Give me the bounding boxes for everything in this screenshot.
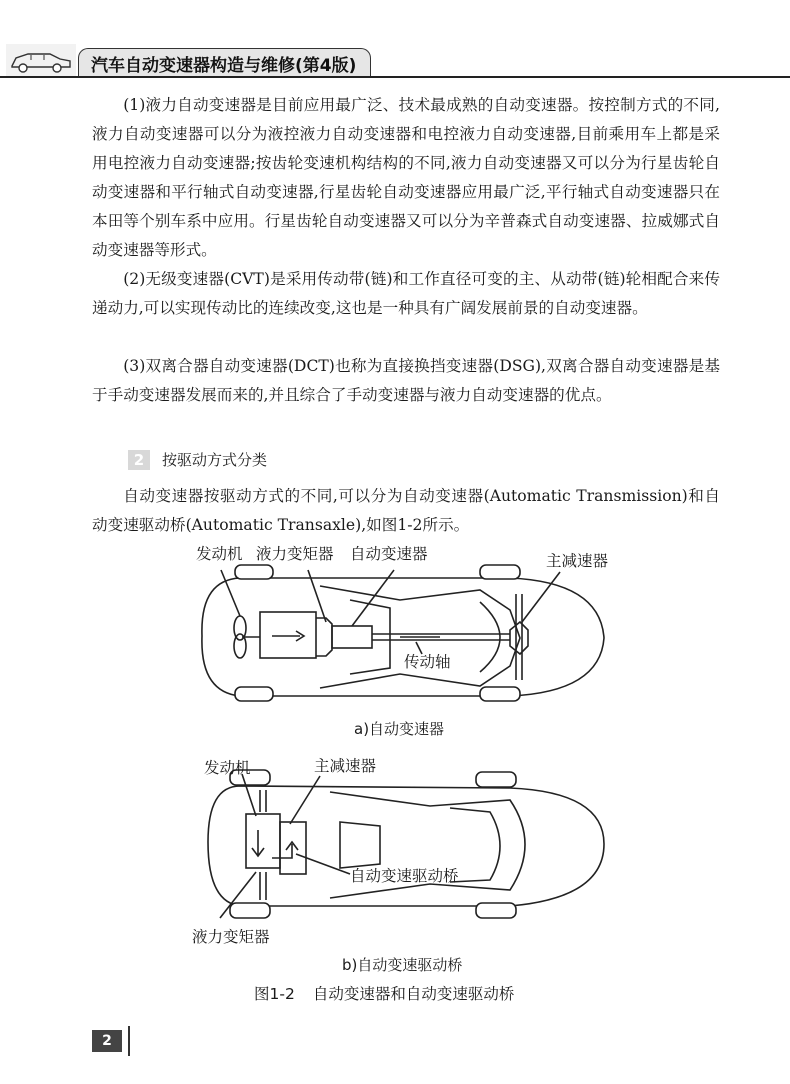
car-b-engine bbox=[246, 814, 280, 868]
car-a-wheel-rl bbox=[480, 565, 520, 579]
book-title: 汽车自动变速器构造与维修(第4版) bbox=[78, 48, 371, 77]
section-title: 按驱动方式分类 bbox=[162, 451, 268, 469]
label-b-engine: 发动机 bbox=[204, 759, 251, 777]
figure-number: 图1-2 bbox=[254, 985, 295, 1003]
section-number: 2 bbox=[128, 450, 150, 470]
label-a-transmission: 自动变速器 bbox=[350, 545, 428, 563]
paragraph-intro: 自动变速器按驱动方式的不同,可以分为自动变速器(Automatic Transmission)和自动变速驱动桥(Automatic Transaxle),如图1-2所示。 bbox=[92, 487, 720, 534]
paragraph-hydraulic: (1)液力自动变速器是目前应用最广泛、技术最成熟的自动变速器。按控制方式的不同,液力自动变速器可以分为液控液力自动变速器和电控液力自动变速器,目前乘用车上都是采用电控液力自动变速器;按齿轮变速机构结构的不同,液力自动变速器又可以分为行星齿轮自动变速器和平行轴式自动变速器,行星齿轮自动变速器应用最广泛,平行轴式自动变速器只在本田等个别车系中应用。行星齿轮自动变速器又可以分为辛普森式自动变速器、拉威娜式自动变速器等形式。 bbox=[92, 96, 720, 259]
car-a-engine bbox=[260, 612, 316, 658]
car-b-wheel-fr bbox=[230, 903, 270, 918]
label-b-transaxle: 自动变速驱动桥 bbox=[350, 867, 459, 885]
page-number: 2 bbox=[92, 1030, 122, 1052]
car-a-wheel-fr bbox=[235, 687, 273, 701]
label-a-engine: 发动机 bbox=[196, 545, 243, 563]
paragraph-dct: (3)双离合器自动变速器(DCT)也称为直接换挡变速器(DSG),双离合器自动变速器是基于手动变速器发展而来的,并且综合了手动变速器与液力自动变速器的优点。 bbox=[92, 357, 720, 404]
label-a-final-drive: 主减速器 bbox=[546, 552, 609, 570]
figure-caption-text: 自动变速器和自动变速驱动桥 bbox=[312, 985, 515, 1003]
label-b-final-drive: 主减速器 bbox=[314, 757, 377, 775]
figure-caption bbox=[254, 982, 514, 1004]
car-a-wheel-fl bbox=[235, 565, 273, 579]
paragraph-cvt: (2)无级变速器(CVT)是采用传动带(链)和工作直径可变的主、从动带(链)轮相配合来传递动力,可以实现传动比的连续改变,这也是一种具有广阔发展前景的自动变速器。 bbox=[92, 270, 720, 317]
car-a-wheel-rr bbox=[480, 687, 520, 701]
car-b-wheel-rl bbox=[476, 772, 516, 787]
caption-a: a)自动变速器 bbox=[354, 720, 445, 738]
header-divider bbox=[0, 76, 790, 78]
section-heading bbox=[128, 449, 267, 470]
label-a-torque-converter: 液力变矩器 bbox=[256, 545, 334, 563]
label-b-torque-converter: 液力变矩器 bbox=[192, 928, 270, 946]
caption-b: b)自动变速驱动桥 bbox=[342, 956, 463, 974]
page-number-divider bbox=[128, 1026, 130, 1056]
car-logo-icon bbox=[6, 44, 76, 76]
car-b-transaxle bbox=[280, 822, 306, 874]
car-b-wheel-rr bbox=[476, 903, 516, 918]
car-a-transmission bbox=[332, 626, 372, 648]
label-a-drive-shaft: 传动轴 bbox=[404, 653, 451, 671]
